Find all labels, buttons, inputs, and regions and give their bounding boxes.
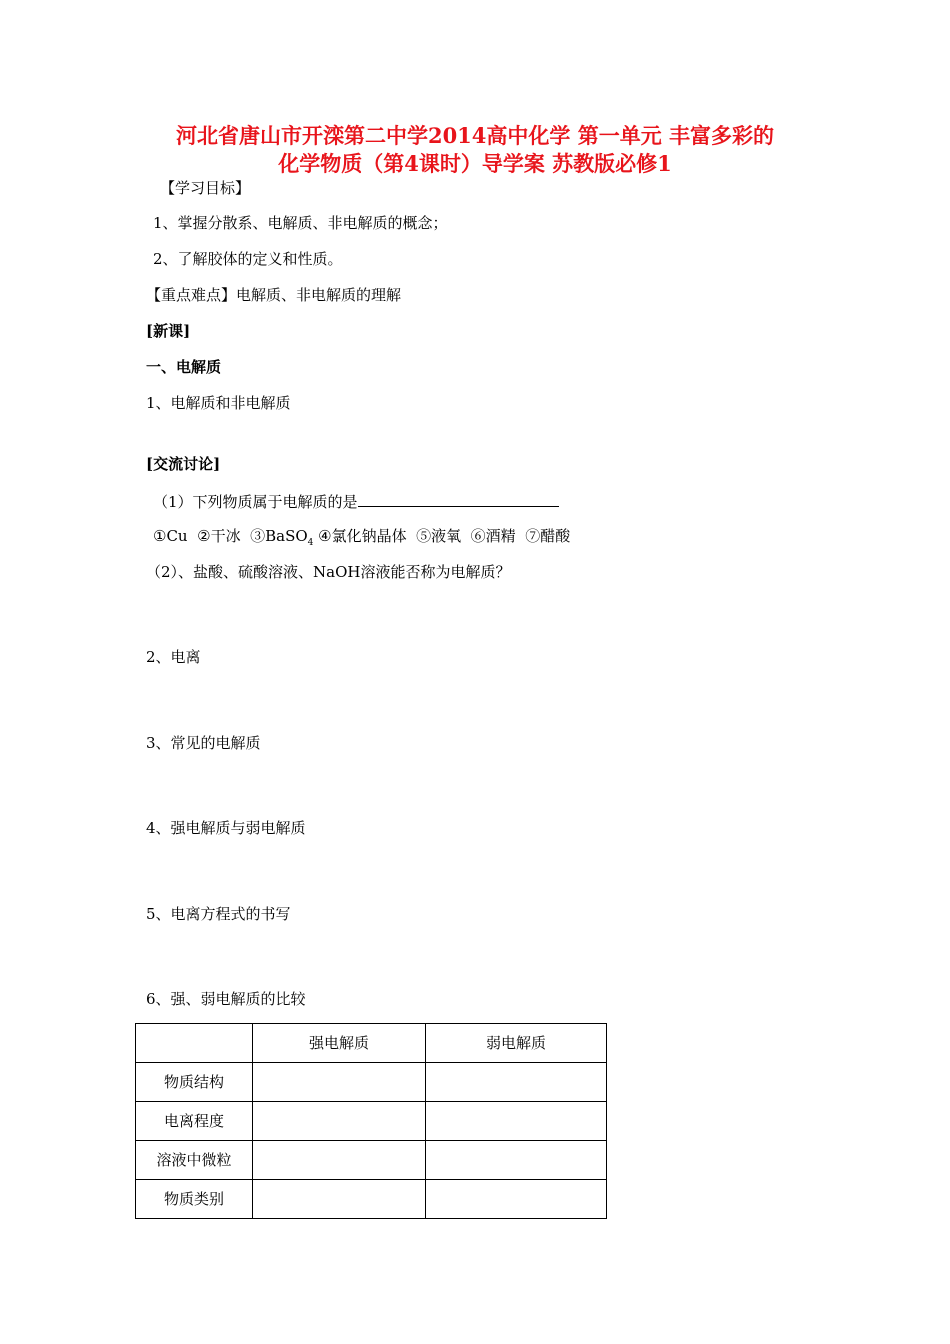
subsection-3: 3、常见的电解质 [146, 734, 261, 752]
options-part2: ④氯化钠晶体 ⑤液氧 ⑥酒精 ⑦醋酸 [313, 527, 571, 545]
table-header-cell: 强电解质 [253, 1024, 426, 1063]
row-label: 溶液中微粒 [136, 1141, 253, 1180]
table-cell[interactable] [426, 1180, 607, 1219]
row-label: 物质结构 [136, 1063, 253, 1102]
table-row [136, 1102, 607, 1141]
subsection-6: 6、强、弱电解质的比较 [146, 990, 306, 1008]
subsection-2: 2、电离 [146, 648, 201, 666]
table-cell[interactable] [426, 1102, 607, 1141]
table-header-row [136, 1024, 607, 1063]
question-2: （2）、盐酸、硫酸溶液、NaOH溶液能否称为电解质？ [146, 563, 511, 581]
comparison-table [135, 1023, 607, 1219]
goals-heading: 【学习目标】 [160, 179, 251, 197]
table-cell[interactable] [426, 1063, 607, 1102]
subsection-5: 5、电离方程式的书写 [146, 905, 291, 923]
table-row [136, 1180, 607, 1219]
goal-item-2: 2、了解胶体的定义和性质。 [153, 250, 343, 268]
question-1 [153, 490, 559, 512]
subsection-4: 4、强电解质与弱电解质 [146, 819, 306, 837]
question-1-text: （1）下列物质属于电解质的是 [153, 493, 358, 511]
goal-item-1: 1、掌握分散系、电解质、非电解质的概念； [153, 214, 448, 232]
section-electrolyte-heading: 一、电解质 [146, 358, 222, 376]
focus-line: 【重点难点】电解质、非电解质的理解 [146, 286, 402, 304]
table-cell[interactable] [253, 1063, 426, 1102]
table-cell[interactable] [426, 1141, 607, 1180]
question-1-options [153, 526, 570, 553]
options-part1: ①Cu ②干冰 ③BaSO [153, 527, 308, 545]
discussion-heading: [交流讨论] [146, 455, 221, 473]
table-header-cell: 弱电解质 [426, 1024, 607, 1063]
table-header-cell [136, 1024, 253, 1063]
document-title-line2: 化学物质（第4课时）导学案 苏教版必修1 [278, 151, 672, 176]
document-title-line1: 河北省唐山市开滦第二中学2014高中化学 第一单元 丰富多彩的 [175, 123, 775, 148]
table-row [136, 1141, 607, 1180]
row-label: 物质类别 [136, 1180, 253, 1219]
options-subscript: 4 [307, 538, 314, 548]
table-row [136, 1063, 607, 1102]
table-cell[interactable] [253, 1141, 426, 1180]
table-cell[interactable] [253, 1102, 426, 1141]
subsection-1: 1、电解质和非电解质 [146, 394, 291, 412]
new-lesson-heading: [新课] [146, 322, 191, 340]
table-cell[interactable] [253, 1180, 426, 1219]
row-label: 电离程度 [136, 1102, 253, 1141]
answer-blank[interactable] [358, 490, 559, 507]
